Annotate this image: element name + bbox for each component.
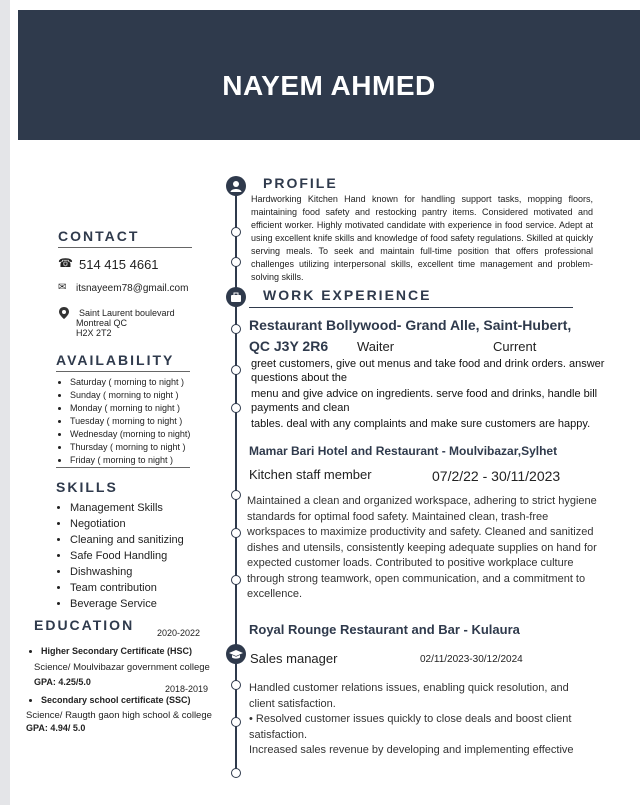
skills-list: [56, 500, 184, 612]
availability-item: • Thursday ( morning to night ): [70, 441, 190, 454]
job-dates: 02/11/2023-30/12/2024: [420, 654, 523, 665]
job-company: Restaurant Bollywood- Grand Alle, Saint-Hubert,: [249, 317, 572, 333]
timeline-dot: [231, 490, 241, 500]
availability-bottom-divider: [56, 467, 190, 468]
job-company-line: QC J3Y 2R6: [249, 338, 329, 354]
job-company: Royal Rounge Restaurant and Bar - Kulaura: [249, 622, 520, 637]
education-school: Science/ Raugth gaon high school & college: [26, 710, 212, 721]
job-dates: Current: [493, 339, 537, 354]
skill-item: • Management Skills: [70, 500, 184, 516]
job-line: • Resolved customer issues quickly to close deals and boost client satisfaction.: [249, 713, 572, 741]
availability-item: • Friday ( morning to night ): [70, 454, 190, 467]
job-line: greet customers, give out menus and take food and drink orders. answer questions about the: [251, 358, 605, 384]
contact-divider: [58, 247, 192, 248]
address-block: [76, 308, 175, 338]
phone-icon: ☎: [58, 256, 73, 270]
work-divider: [249, 307, 573, 308]
timeline-dot: [231, 717, 241, 727]
job-line: Increased sales revenue by developing and implementing effective: [249, 744, 574, 756]
availability-item: • Wednesday (morning to night): [70, 428, 190, 441]
job-role: Kitchen staff member: [249, 467, 372, 482]
address-line: Montreal QC: [76, 318, 128, 328]
education-title: EDUCATION: [34, 617, 135, 633]
education-degree: [27, 694, 191, 707]
education-degree: [27, 645, 192, 658]
header-banner: [18, 10, 640, 140]
timeline-dot: [231, 680, 241, 690]
education-years: 2020-2022: [157, 628, 201, 638]
skills-title: SKILLS: [56, 479, 118, 495]
graduation-cap-icon: [226, 644, 246, 664]
education-gpa: GPA: 4.25/5.0: [34, 677, 91, 687]
job-company: Mamar Bari Hotel and Restaurant - Moulvibazar,Sylhet: [249, 444, 558, 458]
timeline-dot: [231, 324, 241, 334]
job-line: menu and give advice on ingredients. serve food and drinks, handle bill payments and clean: [251, 388, 598, 414]
availability-item: • Monday ( morning to night ): [70, 402, 190, 415]
availability-title: AVAILABILITY: [56, 352, 175, 368]
availability-list: [56, 376, 190, 467]
timeline-dot: [231, 365, 241, 375]
email-icon: ✉: [58, 282, 67, 293]
availability-item: • Sunday ( morning to night ): [70, 389, 190, 402]
job-role: Sales manager: [250, 651, 338, 666]
timeline-dot: [231, 528, 241, 538]
phone-number: 514 415 4661: [79, 257, 159, 272]
work-title: WORK EXPERIENCE: [263, 287, 432, 303]
skill-item: • Cleaning and sanitizing: [70, 532, 184, 548]
degree-title: • Secondary school certificate (SSC): [41, 694, 191, 707]
availability-item: • Tuesday ( morning to night ): [70, 415, 190, 428]
job-role: Waiter: [357, 339, 395, 354]
briefcase-icon: [226, 287, 246, 307]
skill-item: • Negotiation: [70, 516, 184, 532]
job-description: [251, 357, 623, 431]
address-line: H2X 2T2: [76, 328, 112, 338]
page-edge: [0, 0, 10, 805]
skill-item: • Dishwashing: [70, 564, 184, 580]
availability-item: • Saturday ( morning to night ): [70, 376, 190, 389]
contact-title: CONTACT: [58, 228, 140, 244]
candidate-name: NAYEM AHMED: [222, 70, 436, 101]
email-address: itsnayeem78@gmail.com: [76, 283, 189, 294]
timeline-dot: [231, 575, 241, 585]
degree-title: • Higher Secondary Certificate (HSC): [41, 645, 192, 658]
job-description: [249, 681, 597, 759]
location-pin-icon: [59, 306, 69, 316]
profile-title: PROFILE: [263, 175, 338, 191]
skill-item: • Team contribution: [70, 580, 184, 596]
person-icon: [226, 176, 246, 196]
timeline-dot: [231, 768, 241, 778]
skill-item: • Safe Food Handling: [70, 548, 184, 564]
education-school: Science/ Moulvibazar government college: [34, 662, 210, 673]
education-gpa: GPA: 4.94/ 5.0: [26, 723, 86, 733]
skill-item: • Beverage Service: [70, 596, 184, 612]
address-line: Saint Laurent boulevard: [79, 308, 175, 318]
profile-text: Hardworking Kitchen Hand known for handling support tasks, mopping floors, maintaining food safety and restocking pantry items. Considered motivated and efficient worker. Highly motivated candidate with experience in food service. Adept at using excellent knife skills and knowledge of food safety regulations. Skilled at quickly serving meals. To seek and maintain full-time position that offers professional challenges utilizing interpersonal skills, excellent time management and problem-solving skills.: [251, 194, 593, 282]
availability-divider: [56, 371, 190, 372]
timeline-dot: [231, 403, 241, 413]
job-line: Handled customer relations issues, enabling quick resolution, and client satisfaction.: [249, 682, 569, 710]
education-years: 2018-2019: [165, 684, 209, 694]
job-line: tables. deal with any complaints and make sure customers are happy.: [251, 418, 591, 430]
job-dates: 07/2/22 - 30/11/2023: [432, 468, 561, 484]
timeline-dot: [231, 227, 241, 237]
timeline-dot: [231, 257, 241, 267]
job-description: Maintained a clean and organized workspace, adhering to strict hygiene standards for optimal food safety. Maintained clean, trash-free workspaces to maximize productivity and safety. Cleaned and sanitized dishes and utensils, consistently keeping adequate supplies on hand for expected customer loads. Contributed to positive workplace culture through strong teamwork, open communication, and a commitment to excellence.: [247, 495, 597, 600]
